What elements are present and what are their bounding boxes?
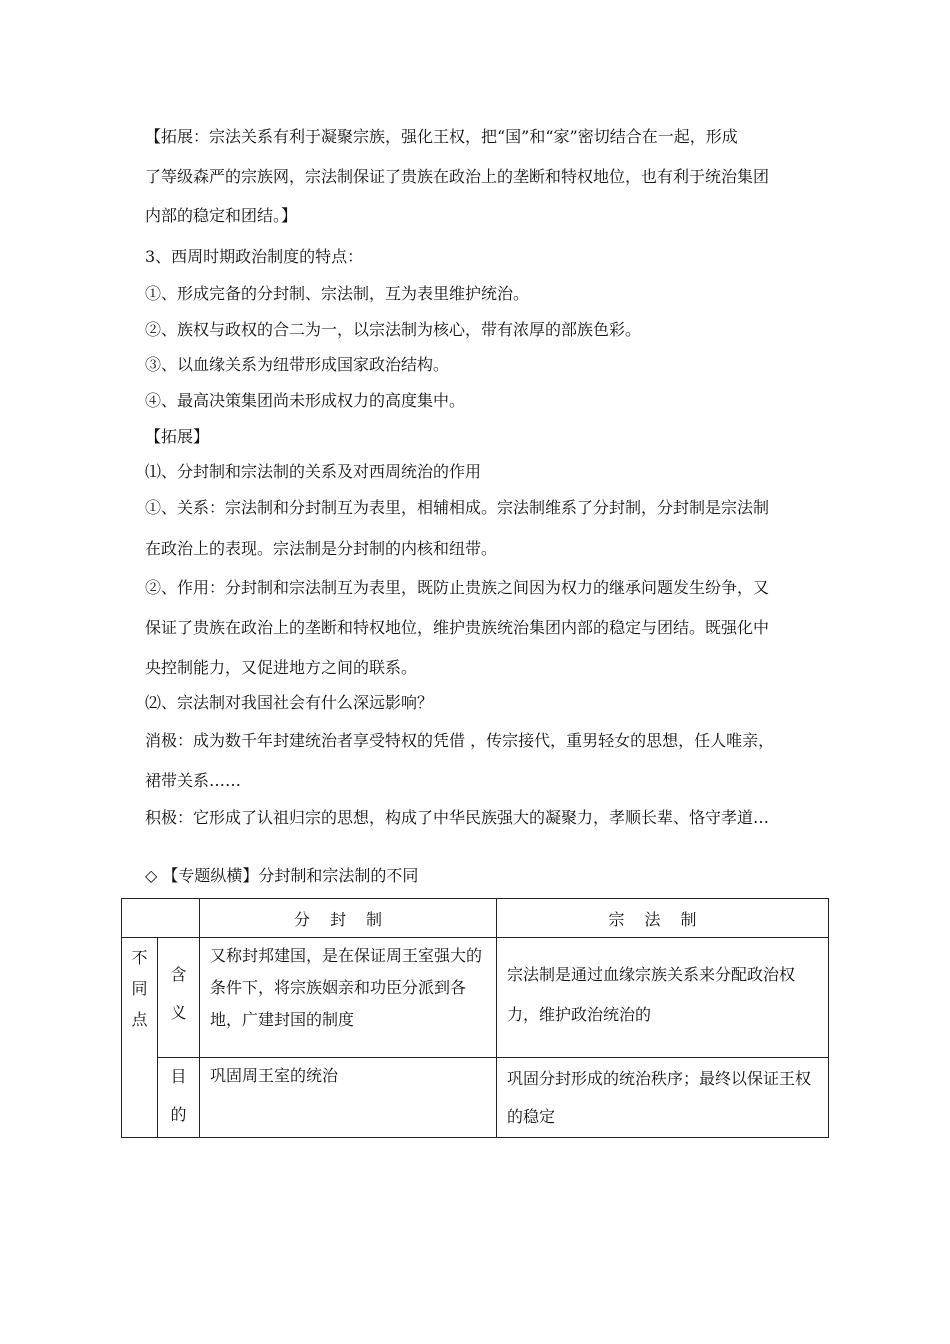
group-label: 不同点	[131, 948, 148, 1029]
paragraph-line: 在政治上的表现。宗法制是分封制的内核和纽带。	[145, 539, 498, 558]
paragraph-line: 内部的稳定和团结。】	[145, 206, 298, 225]
paragraph-line: 【拓展：宗法关系有利于凝聚宗族，强化王权，把“国”和“家”密切结合在一起，形成	[145, 127, 738, 146]
subheading: ⑴、分封制和宗法制的关系及对西周统治的作用	[145, 462, 482, 481]
list-item: ③、以血缘关系为纽带形成国家政治结构。	[145, 355, 450, 374]
table-header-row	[122, 899, 829, 938]
cell-text: 又称封邦建国，是在保证周王室强大的条件下，将宗族姻亲和功臣分派到各地，广建封国的制度	[210, 946, 483, 1029]
list-item: ②、族权与政权的合二为一，以宗法制为核心，带有浓厚的部族色彩。	[145, 320, 642, 339]
paragraph-line: 保证了贵族在政治上的垄断和特权地位，维护贵族统治集团内部的稳定与团结。既强化中	[145, 618, 770, 637]
table-cell	[200, 1058, 497, 1138]
table-corner-cell	[122, 899, 200, 938]
header-fengjian: 分封制	[200, 899, 497, 938]
group-label-cell	[122, 938, 158, 1138]
paragraph-line: ①、关系：宗法制和分封制互为表里，相辅相成。宗法制维系了分封制，分封制是宗法制	[145, 498, 770, 517]
table-row	[122, 938, 829, 1058]
table-cell	[497, 938, 829, 1058]
row-label-cell	[158, 1058, 200, 1138]
expand-heading: 【拓展】	[145, 427, 210, 446]
table-cell	[200, 938, 497, 1058]
paragraph-line: ②、作用：分封制和宗法制互为表里，既防止贵族之间因为权力的继承问题发生纷争，又	[145, 578, 770, 597]
paragraph-line: 了等级森严的宗族网，宗法制保证了贵族在政治上的垄断和特权地位，也有利于统治集团	[145, 167, 770, 186]
row-label: 含义	[170, 965, 187, 1022]
header-zongfa: 宗法制	[497, 899, 829, 938]
list-item: ①、形成完备的分封制、宗法制，互为表里维护统治。	[145, 284, 530, 303]
paragraph-line: 裙带关系……	[145, 771, 242, 790]
paragraph-line: 央控制能力，又促进地方之间的联系。	[145, 658, 418, 677]
paragraph-line: 消极：成为数千年封建统治者享受特权的凭借 ，传宗接代，重男轻女的思想，任人唯亲，	[145, 731, 775, 750]
comparison-table	[121, 898, 829, 1138]
list-item: ④、最高决策集团尚未形成权力的高度集中。	[145, 391, 466, 410]
cell-text: 巩固周王室的统治	[210, 1066, 339, 1085]
paragraph-line: 积极：它形成了认祖归宗的思想，构成了中华民族强大的凝聚力，孝顺长辈、恪守孝道…	[145, 808, 770, 827]
cell-text: 巩固分封形成的统治秩序；最终以保证王权的稳定	[507, 1069, 812, 1126]
table-caption: ◇ 【专题纵横】分封制和宗法制的不同	[145, 866, 419, 885]
section-heading: 3、西周时期政治制度的特点：	[145, 247, 364, 266]
cell-text: 宗法制是通过血缘宗族关系来分配政治权力，维护政治统治的	[507, 965, 796, 1024]
row-label: 目的	[170, 1067, 187, 1124]
subheading: ⑵、宗法制对我国社会有什么深远影响？	[145, 693, 434, 712]
row-label-cell	[158, 938, 200, 1058]
table-cell	[497, 1058, 829, 1138]
table-row	[122, 1058, 829, 1138]
